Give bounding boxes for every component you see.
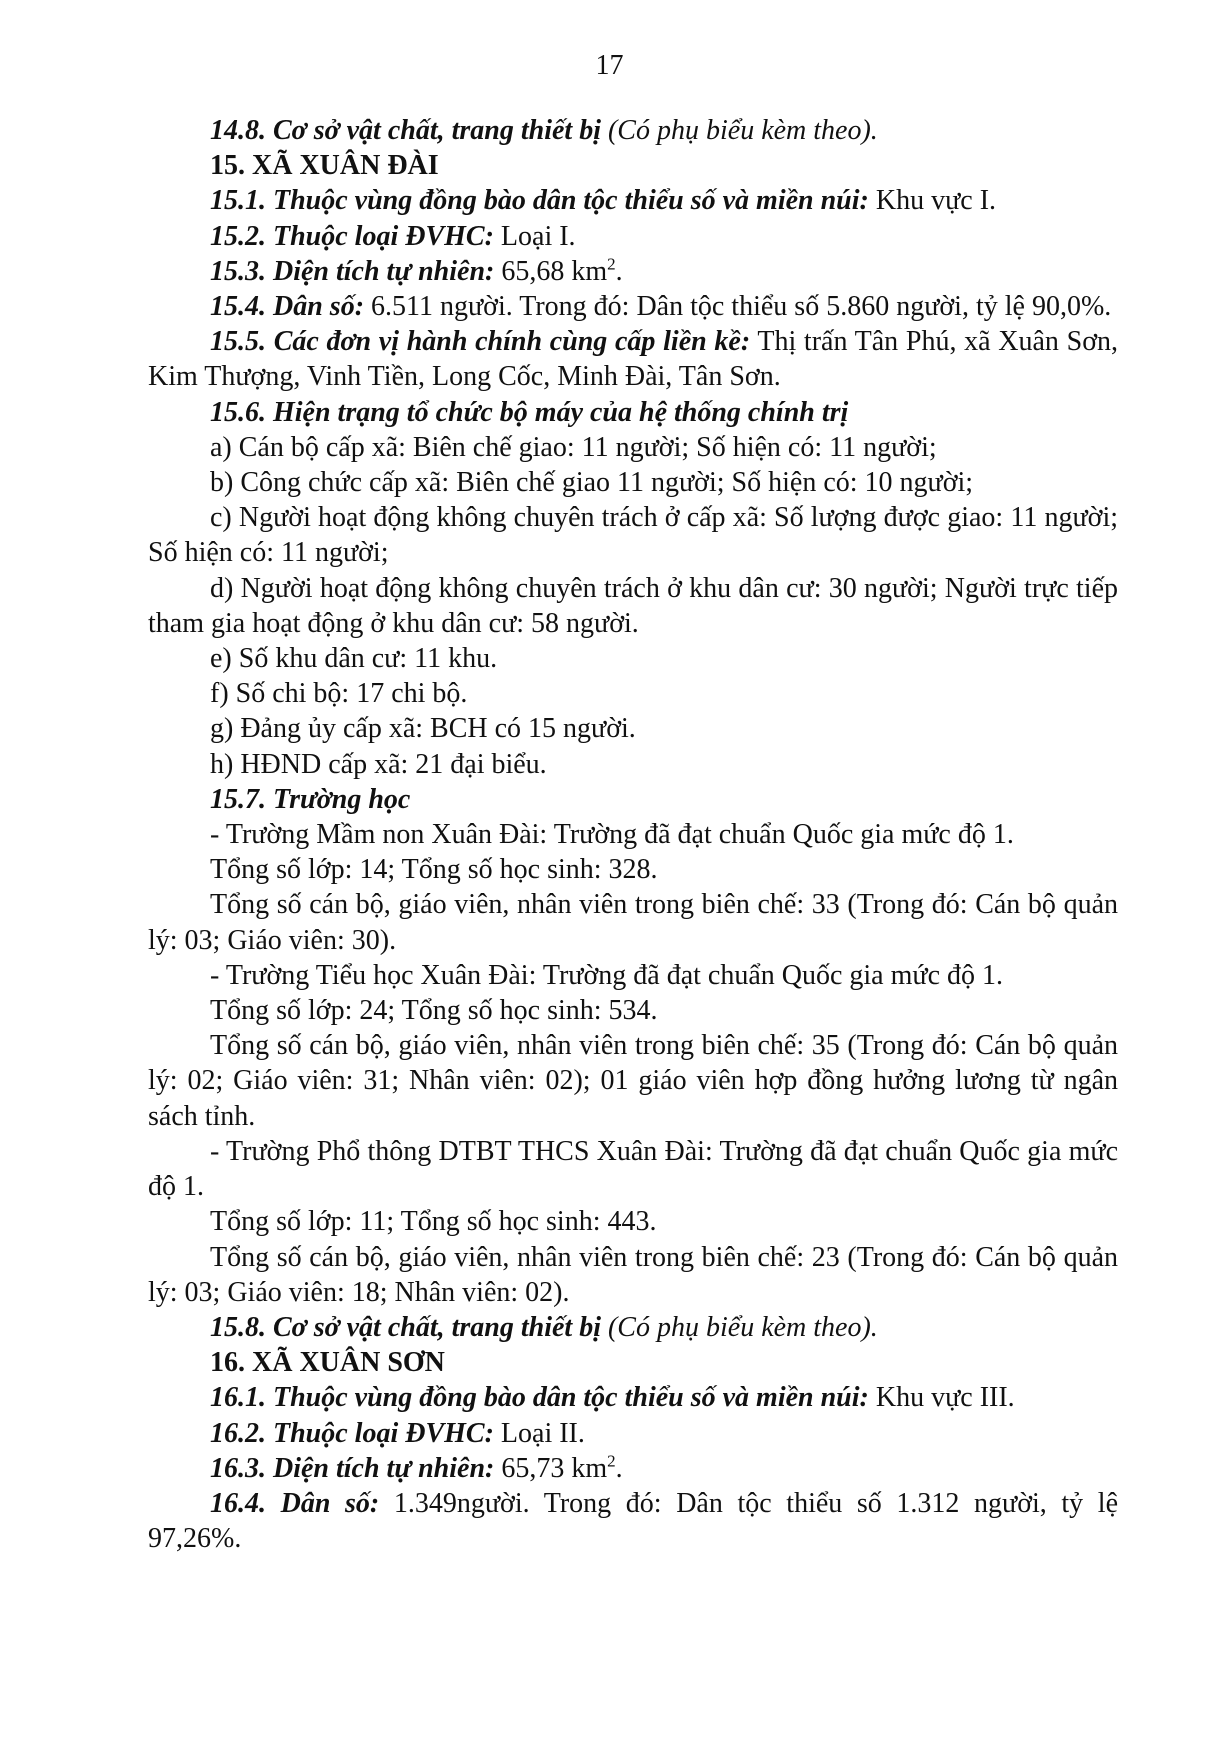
section-15-3: 15.3. Diện tích tự nhiên: 65,68 $km^2$. <box>210 254 623 287</box>
list-item: g) Đảng ủy cấp xã: BCH có 15 người. <box>210 713 636 745</box>
school-line: - Trường Tiểu học Xuân Đài: Trường đã đạt chuẩn Quốc gia mức độ 1. <box>210 959 1003 991</box>
section-15-4: 15.4. Dân số: 6.511 người. Trong đó: Dân tộc thiểu số 5.860 người, tỷ lệ 90,0%. <box>210 291 1112 323</box>
list-item: b) Công chức cấp xã: Biên chế giao 11 người; Số hiện có: 10 người; <box>210 467 974 499</box>
section-15-7: 15.7. Trường học <box>210 783 411 815</box>
school-line: Tổng số lớp: 14; Tổng số học sinh: 328. <box>210 854 658 886</box>
school-line: - Trường Mầm non Xuân Đài: Trường đã đạt chuẩn Quốc gia mức độ 1. <box>210 819 1014 851</box>
school-line: Tổng số cán bộ, giáo viên, nhân viên trong biên chế: 33 (Trong đó: Cán bộ quản lý: 03; Giáo viên: 30). <box>148 889 1118 956</box>
list-item: h) HĐND cấp xã: 21 đại biểu. <box>210 748 547 780</box>
list-item: f) Số chi bộ: 17 chi bộ. <box>210 678 468 710</box>
list-item: e) Số khu dân cư: 11 khu. <box>210 643 498 675</box>
section-16-heading: 16. XÃ XUÂN SƠN <box>210 1347 445 1379</box>
list-item: c) Người hoạt động không chuyên trách ở cấp xã: Số lượng được giao: 11 người; Số hiện có: 11 người; <box>148 502 1118 569</box>
school-line: - Trường Phổ thông DTBT THCS Xuân Đài: Trường đã đạt chuẩn Quốc gia mức độ 1. <box>148 1135 1118 1203</box>
section-16-2: 16.2. Thuộc loại ĐVHC: Loại II. <box>210 1417 585 1449</box>
section-15-6: 15.6. Hiện trạng tổ chức bộ máy của hệ thống chính trị <box>210 396 849 428</box>
document-body <box>148 113 1118 1556</box>
school-line: Tổng số cán bộ, giáo viên, nhân viên trong biên chế: 23 (Trong đó: Cán bộ quản lý: 03; Giáo viên: 18; Nhân viên: 02). <box>148 1241 1118 1308</box>
list-item: d) Người hoạt động không chuyên trách ở khu dân cư: 30 người; Người trực tiếp tham gia hoạt động ở khu dân cư: 58 người. <box>148 572 1118 639</box>
school-line: Tổng số lớp: 24; Tổng số học sinh: 534. <box>210 995 658 1027</box>
section-14-8: 14.8. Cơ sở vật chất, trang thiết bị (Có phụ biểu kèm theo). <box>210 115 878 146</box>
list-item: a) Cán bộ cấp xã: Biên chế giao: 11 người; Số hiện có: 11 người; <box>210 431 937 463</box>
school-line: Tổng số lớp: 11; Tổng số học sinh: 443. <box>210 1206 657 1238</box>
section-16-3: 16.3. Diện tích tự nhiên: 65,73 $km^2$. <box>210 1451 623 1484</box>
section-15-5: 15.5. Các đơn vị hành chính cùng cấp liền kề: Thị trấn Tân Phú, xã Xuân Sơn, Kim Thượng, Vinh Tiền, Long Cốc, Minh Đài, Tân Sơn. <box>148 326 1119 393</box>
section-15-8: 15.8. Cơ sở vật chất, trang thiết bị (Có phụ biểu kèm theo). <box>210 1311 878 1343</box>
section-15-heading: 15. XÃ XUÂN ĐÀI <box>210 150 439 182</box>
section-15-1: 15.1. Thuộc vùng đồng bào dân tộc thiểu số và miền núi: Khu vực I. <box>210 185 997 217</box>
section-16-4: 16.4. Dân số: 1.349người. Trong đó: Dân tộc thiểu số 1.312 người, tỷ lệ 97,26%. <box>148 1487 1118 1555</box>
school-line: Tổng số cán bộ, giáo viên, nhân viên trong biên chế: 35 (Trong đó: Cán bộ quản lý: 02; Giáo viên: 31; Nhân viên: 02); 01 giáo viên hợp đồng hưởng lương từ ngân sách tỉnh. <box>148 1030 1118 1132</box>
section-15-2: 15.2. Thuộc loại ĐVHC: Loại I. <box>210 220 576 252</box>
section-16-1: 16.1. Thuộc vùng đồng bào dân tộc thiểu số và miền núi: Khu vực III. <box>210 1382 1015 1414</box>
page-number: 17 <box>595 50 624 81</box>
